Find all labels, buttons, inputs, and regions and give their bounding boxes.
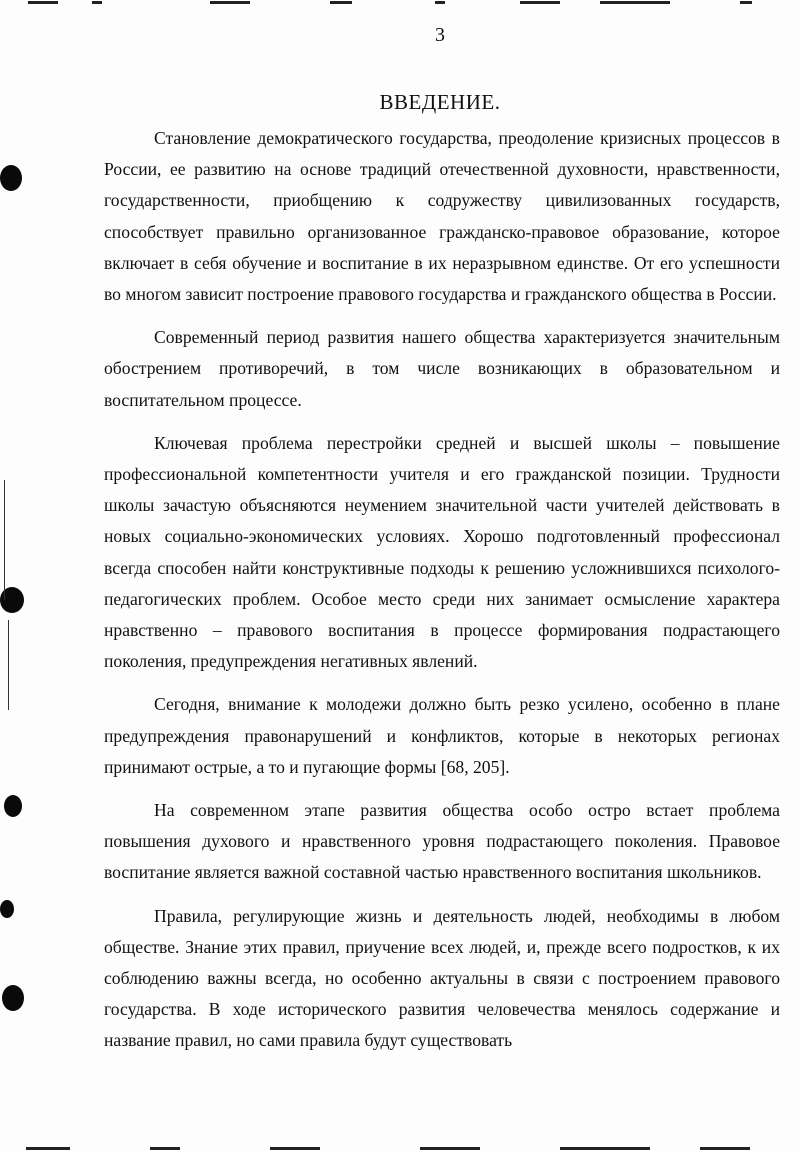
spine-mark-2 (8, 620, 9, 710)
binding-hole-1 (0, 165, 22, 191)
paragraph: Современный период развития нашего общества характеризуется значительным обострением противоречий, в том числе возникающих в образовательном и воспитательном процессе. (104, 327, 780, 410)
paragraph: Ключевая проблема перестройки средней и высшей школы – повышение профессиональной компетентности учителя и его гражданской позиции. Трудности школы зачастую объясняются неумением значительной части учителей действовать в новых социально-экономических условиях. Хорошо подготовленный профессионал всегда способен найти конструктивные подходы к решению усложнившихся психолого-педагогических проблем. Особое место среди них занимает осмысление характера нравственно – правового воспитания в процессе формирования подрастающего поколения, предупреждения негативных явлений. (104, 432, 780, 672)
paragraph: Становление демократического государства, преодоление кризисных процессов в России, ее развитию на основе традиций отечественной духовности, нравственности, государственности, приобщению к содружеству цивилизованных государств, способствует правильно организованное гражданско-правовое образование, которое включает в себя обучение и воспитание в их неразрывном единстве. От его успешности во многом зависит построение правового государства и гражданского общества в России. (104, 128, 780, 305)
binding-hole-4 (0, 900, 14, 918)
spine-mark-1 (4, 480, 5, 600)
paragraph: Сегодня, внимание к молодежи должно быть резко усилено, особенно в плане предупреждения правонарушений и конфликтов, которые в некоторых регионах принимают острые, а то и пугающие формы [68, 205]. (104, 694, 780, 777)
paragraph: На современном этапе развития общества особо остро встает проблема повышения духового и нравственного уровня подрастающего поколения. Правовое воспитание является важной составной частью нравственного воспитания школьников. (104, 800, 780, 883)
scan-edge-top (0, 0, 800, 6)
binding-hole-3 (4, 795, 22, 817)
scan-edge-bottom (0, 1146, 800, 1152)
body-text (104, 123, 780, 1069)
binding-hole-5 (2, 985, 24, 1011)
page-number: 3 (435, 24, 445, 46)
paragraph: Правила, регулирующие жизнь и деятельность людей, необходимы в любом обществе. Знание этих правил, приучение всех людей, и, прежде всего подростков, к их соблюдению важны всегда, но особенно актуальны в связи с построением правового государства. В ходе исторического развития человечества менялось содержание и название правил, но сами правила будут существовать (104, 905, 780, 1051)
page-heading: ВВЕДЕНИЕ. (379, 90, 501, 114)
